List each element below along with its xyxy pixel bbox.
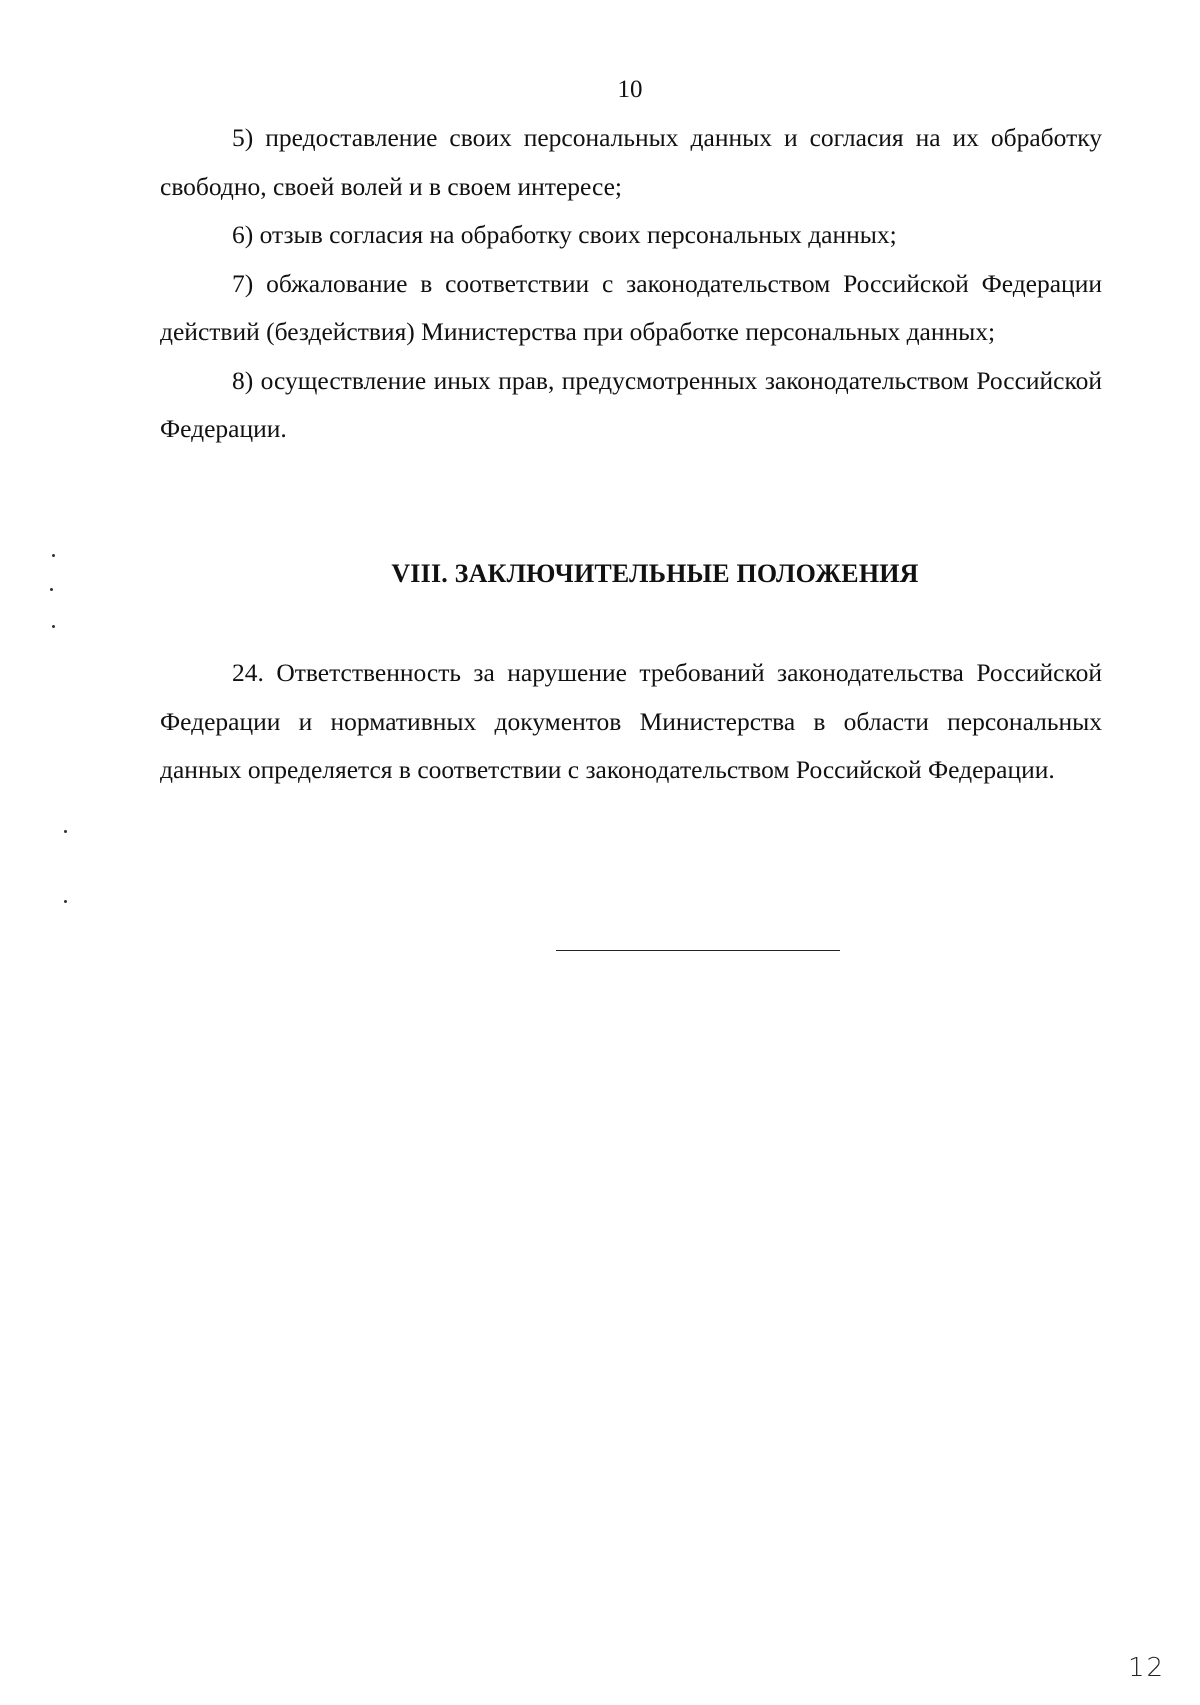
rights-list xyxy=(160,114,1102,454)
section-heading: VIII. ЗАКЛЮЧИТЕЛЬНЫЕ ПОЛОЖЕНИЯ xyxy=(391,559,919,588)
scan-speck xyxy=(64,900,67,903)
scan-speck xyxy=(52,554,55,557)
scan-speck xyxy=(52,625,55,628)
page-number: 10 xyxy=(617,76,643,103)
paragraph-item-7: 7) обжалование в соответствии с законодательством Российской Федерации действий (бездействия) Министерства при обработке персональных данных; xyxy=(160,268,1102,346)
final-provisions xyxy=(160,649,1102,795)
paragraph-item-8: 8) осуществление иных прав, предусмотренных законодательством Российской Федерации. xyxy=(160,365,1102,443)
handwritten-page-number: 12 xyxy=(1128,1653,1166,1683)
paragraph-item-5: 5) предоставление своих персональных данных и согласия на их обработку свободно, своей волей и в своем интересе; xyxy=(160,123,1102,201)
scan-speck xyxy=(64,830,67,833)
paragraph-item-6: 6) отзыв согласия на обработку своих персональных данных; xyxy=(232,220,897,249)
paragraph-item-24: 24. Ответственность за нарушение требований законодательства Российской Федерации и нормативных документов Министерства в области персональных данных определяется в соответствии с законодательством Российской Федерации. xyxy=(160,658,1102,784)
scan-speck xyxy=(50,588,53,591)
end-of-document-rule xyxy=(556,950,840,951)
